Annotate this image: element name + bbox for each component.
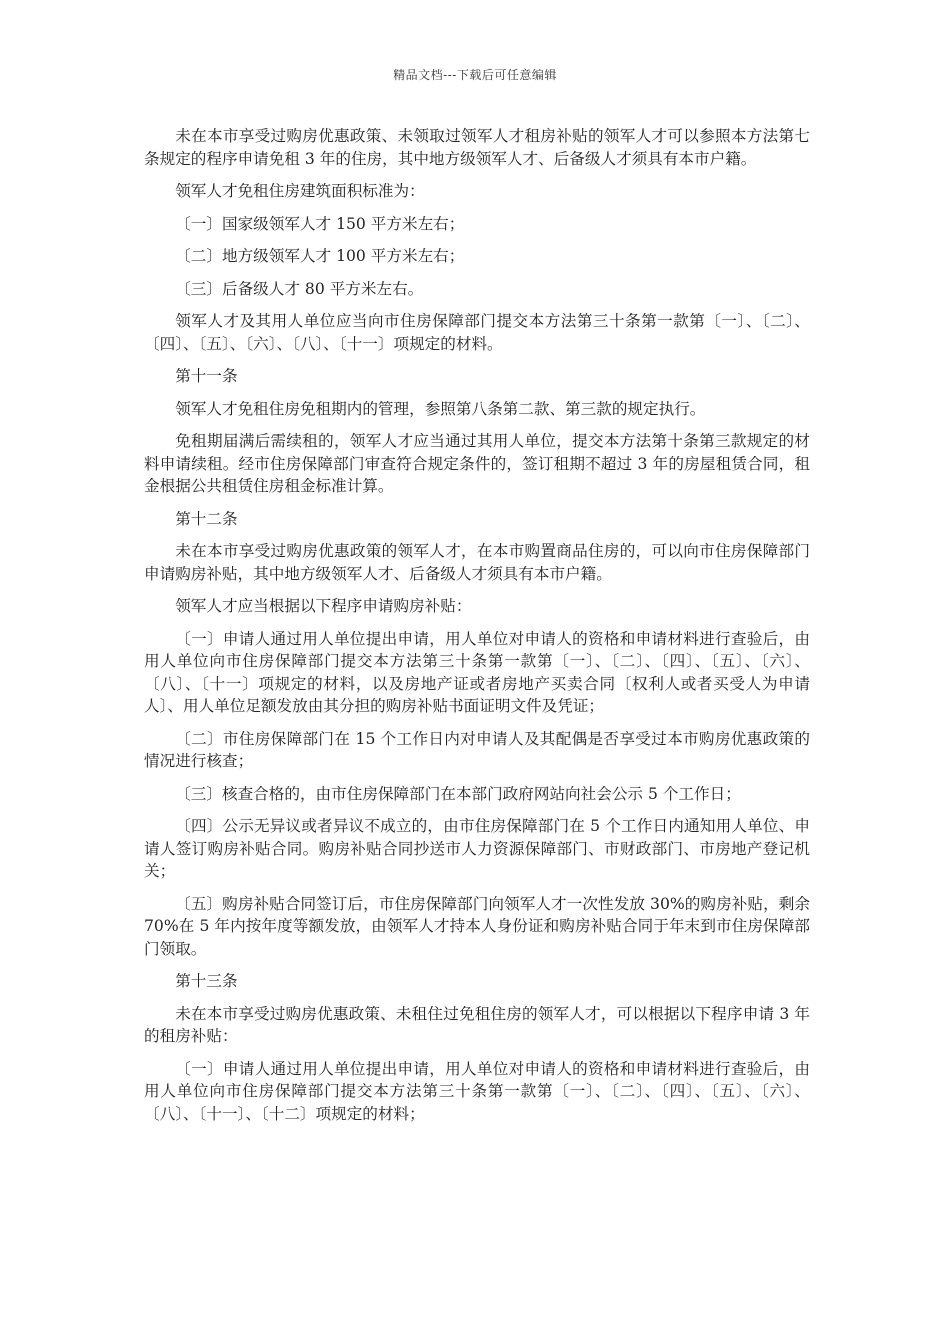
paragraph: 未在本市享受过购房优惠政策、未租住过免租住房的领军人才，可以根据以下程序申请 3 年的租房补贴： xyxy=(144,1004,810,1045)
paragraph: 领军人才免租住房免租期内的管理，参照第八条第二款、第三款的规定执行。 xyxy=(175,399,706,418)
paragraph: 领军人才应当根据以下程序申请购房补贴： xyxy=(175,597,472,615)
list-item: 〔三〕核查合格的，由市住房保障部门在本部门政府网站向社会公示 5 个工作日； xyxy=(175,784,741,803)
list-item: 〔一〕国家级领军人才 150 平方米左右； xyxy=(175,214,465,233)
paragraph: 免租期届满后需续租的，领军人才应当通过其用人单位，提交本方法第十条第三款规定的材料申请续租。经市住房保障部门审查符合规定条件的，签订租期不超过 3 年的房屋租赁合同，租金根据公共租赁住房租金标准计算。 xyxy=(144,432,810,495)
list-item: 〔一〕申请人通过用人单位提出申请，用人单位对申请人的资格和申请材料进行查验后，由用人单位向市住房保障部门提交本方法第三十条第一款第〔一〕、〔二〕、〔四〕、〔五〕、〔六〕、〔八〕、〔十一〕项规定的材料，以及房地产证或者房地产买卖合同〔权利人或者买受人为申请人〕、用人单位足额发放由其分担的购房补贴书面证明文件及凭证； xyxy=(144,629,810,715)
page-header: 精品文档---下载后可任意编辑 xyxy=(393,68,557,82)
paragraph: 领军人才及其用人单位应当向市住房保障部门提交本方法第三十条第一款第〔一〕、〔二〕、〔四〕、〔五〕、〔六〕、〔八〕、〔十一〕项规定的材料。 xyxy=(144,312,810,353)
article-heading: 第十一条 xyxy=(175,367,238,385)
article-heading: 第十二条 xyxy=(175,509,238,528)
paragraph: 领军人才免租住房建筑面积标准为： xyxy=(175,182,425,200)
list-item: 〔二〕市住房保障部门在 15 个工作日内对申请人及其配偶是否享受过本市购房优惠政策的情况进行核查； xyxy=(144,729,810,770)
list-item: 〔五〕购房补贴合同签订后，市住房保障部门向领军人才一次性发放 30%的购房补贴，剩余 70%在 5 年内按年度等额发放，由领军人才持本人身份证和购房补贴合同于年末到市住房保障部门领取。 xyxy=(144,894,810,958)
article-heading: 第十三条 xyxy=(175,972,238,990)
paragraph: 未在本市享受过购房优惠政策的领军人才，在本市购置商品住房的，可以向市住房保障部门申请购房补贴，其中地方级领军人才、后备级人才须具有本市户籍。 xyxy=(144,542,810,583)
list-item: 〔一〕申请人通过用人单位提出申请，用人单位对申请人的资格和申请材料进行查验后，由用人单位向市住房保障部门提交本方法第三十条第一款第〔一〕、〔二〕、〔四〕、〔五〕、〔六〕、〔八〕、〔十一〕、〔十二〕项规定的材料； xyxy=(144,1059,810,1123)
list-item: 〔二〕地方级领军人才 100 平方米左右； xyxy=(175,247,465,265)
list-item: 〔四〕公示无异议或者异议不成立的，由市住房保障部门在 5 个工作日内通知用人单位、申请人签订购房补贴合同。购房补贴合同抄送市人力资源保障部门、市财政部门、市房地产登记机关； xyxy=(144,817,810,880)
document-body xyxy=(144,125,810,1135)
list-item: 〔三〕后备级人才 80 平方米左右。 xyxy=(175,279,424,298)
paragraph: 未在本市享受过购房优惠政策、未领取过领军人才租房补贴的领军人才可以参照本方法第七条规定的程序申请免租 3 年的住房，其中地方级领军人才、后备级人才须具有本市户籍。 xyxy=(144,127,810,168)
